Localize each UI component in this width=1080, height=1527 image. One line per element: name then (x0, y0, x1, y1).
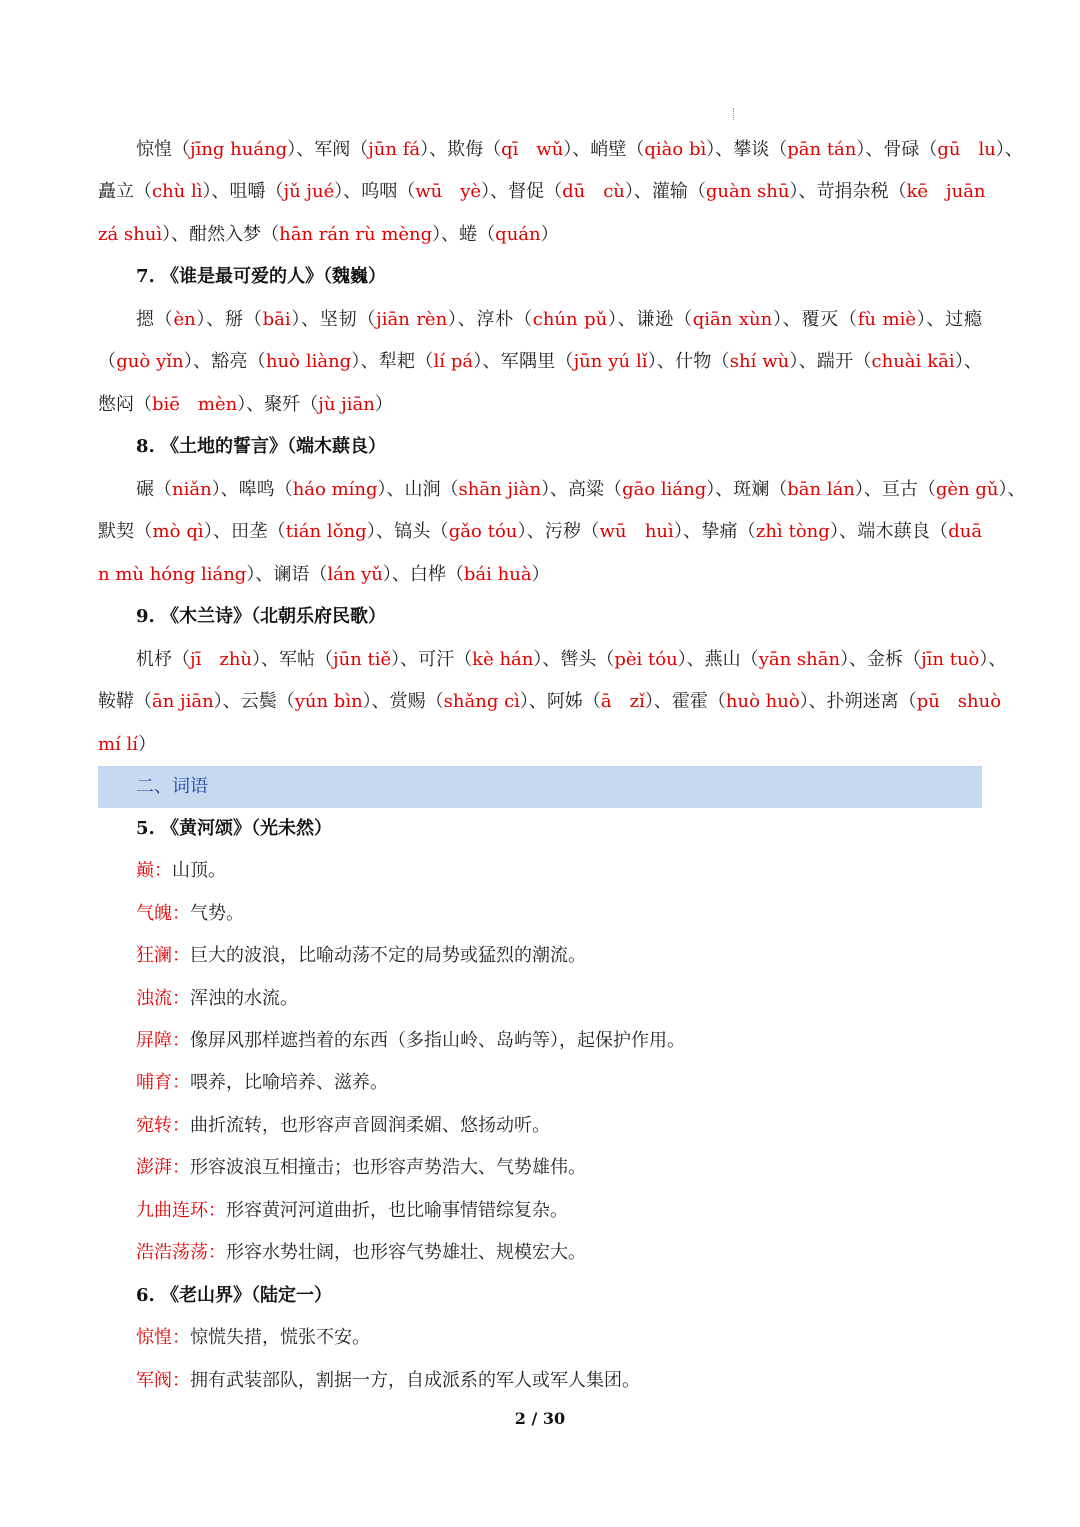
pinyin-reading: shí wù (729, 351, 790, 372)
word-text: ）、骨碌（ (856, 139, 938, 160)
pinyin-reading: mò qì (152, 521, 204, 542)
term: 巅： (136, 860, 172, 881)
pinyin-reading: biē mèn (152, 394, 238, 415)
word-text: ）、蜷（ (432, 224, 496, 245)
pinyin-reading: jūn yú lǐ (573, 351, 648, 372)
word-text: ）、高粱（ (541, 479, 623, 500)
word-text: ）、 (998, 479, 1026, 500)
lesson-heading: 5. 《黄河颂》（光未然） (136, 818, 333, 839)
word-text: ）、燕山（ (677, 649, 759, 670)
page-number: 2 / 30 (514, 1409, 566, 1428)
pinyin-line (98, 511, 982, 553)
definition: 曲折流转，也形容声音圆润柔媚、悠扬动听。 (190, 1115, 550, 1136)
word-text: （ (98, 351, 117, 372)
definition-item (136, 1020, 685, 1062)
word-text: ）、谰语（ (246, 564, 328, 585)
pinyin-reading: kē juān (906, 181, 986, 202)
word-text: ）、豁亮（ (183, 351, 266, 372)
pinyin-reading: ā zǐ (600, 691, 645, 712)
pinyin-reading: n mù hóng liáng (98, 564, 247, 585)
term: 澎湃： (136, 1157, 190, 1178)
pinyin-reading: shān jiàn (458, 479, 542, 500)
pinyin-line (98, 469, 1026, 511)
definition: 喂养，比喻培养、滋养。 (190, 1072, 388, 1093)
definition: 像屏风那样遮挡着的东西（多指山岭、岛屿等），起保护作用。 (190, 1030, 685, 1051)
word-text: 憋闷（ (98, 394, 152, 415)
definition-item (136, 850, 226, 892)
lesson-heading: 6. 《老山界》（陆定一） (136, 1285, 333, 1306)
definition: 山顶。 (172, 860, 226, 881)
definition: 形容水势壮阔，也形容气势雄壮、规模宏大。 (226, 1242, 586, 1263)
pinyin-line (98, 384, 982, 426)
word-text: 矗立（ (98, 181, 152, 202)
word-text: ）、嗥鸣（ (211, 479, 293, 500)
lesson-heading: 8. 《土地的誓言》（端木蕻良） (136, 436, 387, 457)
pinyin-reading: jǔ jué (283, 181, 335, 202)
definition: 惊慌失措，慌张不安。 (190, 1327, 370, 1348)
definition-item (136, 1360, 640, 1402)
term: 屏障： (136, 1030, 190, 1051)
word-text: ）、端木蕻良（ (829, 521, 949, 542)
word-text: ）、镐头（ (366, 521, 449, 542)
word-text: ）、扑朔迷离（ (799, 691, 917, 712)
pinyin-reading: jù jiān (318, 394, 375, 415)
word-text: ）、聚歼（ (237, 394, 319, 415)
pinyin-reading: gū lu (937, 139, 996, 160)
pinyin-reading: gǎo tóu (448, 521, 518, 542)
pinyin-reading: èn (173, 309, 196, 330)
word-text: ） (138, 734, 157, 755)
pinyin-reading: shǎng cì (443, 691, 520, 712)
pinyin-reading: chuài kāi (871, 351, 955, 372)
pinyin-reading: jī zhù (190, 649, 253, 670)
pinyin-reading: wū yè (415, 181, 482, 202)
definition-item (136, 893, 244, 935)
pinyin-line (98, 639, 1007, 681)
word-text: ）、 (995, 139, 1023, 160)
definition: 气势。 (190, 903, 244, 924)
word-text: ）、峭壁（ (563, 139, 645, 160)
pinyin-reading: fù miè (857, 309, 916, 330)
pinyin-reading: jiān rèn (376, 309, 448, 330)
term: 九曲连环： (136, 1200, 226, 1221)
definition-item (136, 1317, 370, 1359)
definition-item (136, 1147, 586, 1189)
pinyin-reading: guò yǐn (116, 351, 184, 372)
definition: 巨大的波浪，比喻动荡不定的局势或猛烈的潮流。 (190, 945, 586, 966)
definition-item (136, 935, 586, 977)
word-text: ）、踹开（ (789, 351, 872, 372)
pinyin-reading: zhì tòng (755, 521, 830, 542)
word-text: ）、挚痛（ (673, 521, 756, 542)
term: 浩浩荡荡： (136, 1242, 226, 1263)
pinyin-line (98, 724, 982, 766)
word-text: ）、金柝（ (840, 649, 922, 670)
word-text: ）、欺侮（ (420, 139, 502, 160)
pinyin-reading: lán yǔ (327, 564, 383, 585)
definition: 形容黄河河道曲折，也比喻事情错综复杂。 (226, 1200, 568, 1221)
pinyin-reading: wū huì (599, 521, 674, 542)
word-text: ）、霍霍（ (644, 691, 726, 712)
pinyin-reading: bāi (262, 309, 291, 330)
definition: 形容波浪互相撞击；也形容声势浩大、气势雄伟。 (190, 1157, 586, 1178)
term: 浊流： (136, 988, 190, 1009)
word-text: ）、什物（ (647, 351, 730, 372)
word-text: ）、督促（ (481, 181, 563, 202)
lesson-heading: 9. 《木兰诗》（北朝乐府民歌） (136, 606, 387, 627)
word-text: ）、赏赐（ (362, 691, 444, 712)
header-mark (733, 108, 735, 120)
word-text: ）、可汗（ (391, 649, 473, 670)
pinyin-reading: huò liàng (265, 351, 352, 372)
pinyin-reading: huò huò (725, 691, 800, 712)
pinyin-reading: duā (948, 521, 983, 542)
pinyin-reading: lí pá (433, 351, 474, 372)
pinyin-reading: niǎn (172, 479, 212, 500)
word-text: ）、谦逊（ (607, 309, 693, 330)
pinyin-reading: chù lì (152, 181, 203, 202)
pinyin-reading: jīng huáng (190, 139, 288, 160)
pinyin-reading: ān jiān (152, 691, 214, 712)
word-text: ）、咀嚼（ (202, 181, 284, 202)
word-text: ）、军隅里（ (473, 351, 574, 372)
pinyin-line (98, 681, 1002, 723)
word-text: ）、犁耙（ (351, 351, 434, 372)
word-text: 碾（ (136, 479, 172, 500)
word-text: ）、军阀（ (287, 139, 369, 160)
pinyin-reading: yún bìn (294, 691, 363, 712)
pinyin-reading: bān lán (787, 479, 855, 500)
pinyin-line (98, 171, 986, 213)
pinyin-reading: zá shuì (98, 224, 163, 245)
pinyin-reading: jūn tiě (333, 649, 392, 670)
word-text: 机杼（ (136, 649, 190, 670)
pinyin-reading: qiān xùn (692, 309, 773, 330)
pinyin-reading: mí lí (98, 734, 139, 755)
definition: 拥有武装部队，割据一方，自成派系的军人或军人集团。 (190, 1370, 640, 1391)
pinyin-reading: quán (495, 224, 541, 245)
pinyin-line (98, 129, 1023, 171)
word-text: ） (540, 224, 559, 245)
word-text: ）、斑斓（ (706, 479, 788, 500)
pinyin-reading: yān shān (758, 649, 841, 670)
word-text: ）、淳朴（ (447, 309, 533, 330)
word-text: ）、辔头（ (533, 649, 615, 670)
definition-item (136, 1232, 586, 1274)
word-text: 惊惶（ (136, 139, 190, 160)
word-text: ）、呜咽（ (334, 181, 416, 202)
pinyin-reading: gèn gǔ (935, 479, 999, 500)
word-text: ）、云鬓（ (213, 691, 295, 712)
pinyin-reading: guàn shū (705, 181, 790, 202)
word-text: ）、污秽（ (517, 521, 600, 542)
word-text: ）、 (979, 649, 1007, 670)
pinyin-reading: qiào bì (644, 139, 707, 160)
word-text: ） (531, 564, 550, 585)
pinyin-reading: qī wǔ (501, 139, 564, 160)
pinyin-reading: dū cù (562, 181, 625, 202)
section-title: 二、词语 (136, 776, 208, 797)
definition-item (136, 1105, 550, 1147)
pinyin-line (98, 341, 982, 383)
term: 气魄： (136, 903, 190, 924)
word-text: 摁（ (136, 309, 174, 330)
pinyin-reading: jīn tuò (921, 649, 980, 670)
word-text: ）、覆灭（ (772, 309, 858, 330)
pinyin-reading: pū shuò (916, 691, 1002, 712)
pinyin-reading: háo míng (292, 479, 378, 500)
word-text: ）、亘古（ (854, 479, 936, 500)
definition: 浑浊的水流。 (190, 988, 298, 1009)
term: 军阀： (136, 1370, 190, 1391)
definition-item (136, 1190, 568, 1232)
word-text: ）、坚韧（ (290, 309, 377, 330)
pinyin-reading: kè hán (472, 649, 534, 670)
word-text: ）、山涧（ (377, 479, 459, 500)
pinyin-reading: jūn fá (368, 139, 421, 160)
word-text: ）、田垄（ (203, 521, 286, 542)
pinyin-reading: pān tán (787, 139, 857, 160)
word-text: ）、灌输（ (624, 181, 706, 202)
pinyin-reading: bái huà (463, 564, 532, 585)
word-text: ）、 (954, 351, 983, 372)
word-text: 默契（ (98, 521, 153, 542)
word-text: ）、酣然入梦（ (162, 224, 280, 245)
term: 哺育： (136, 1072, 190, 1093)
pinyin-line (98, 299, 982, 341)
word-text: ）、掰（ (195, 309, 263, 330)
pinyin-reading: pèi tóu (614, 649, 678, 670)
word-text: ） (374, 394, 393, 415)
term: 狂澜： (136, 945, 190, 966)
word-text: ）、白桦（ (382, 564, 464, 585)
word-text: 鞍鞯（ (98, 691, 152, 712)
word-text: ）、攀谈（ (706, 139, 788, 160)
pinyin-reading: tián lǒng (285, 521, 367, 542)
term: 宛转： (136, 1115, 190, 1136)
lesson-heading: 7. 《谁是最可爱的人》（魏巍） (136, 266, 387, 287)
section-header (98, 766, 982, 808)
word-text: ）、军帖（ (252, 649, 334, 670)
pinyin-reading: hān rán rù mèng (279, 224, 433, 245)
word-text: ）、阿姊（ (519, 691, 601, 712)
word-text: ）、过瘾 (915, 309, 983, 330)
word-text: ）、苛捐杂税（ (789, 181, 907, 202)
definition-item (136, 978, 298, 1020)
term: 惊惶： (136, 1327, 190, 1348)
definition-item (136, 1062, 388, 1104)
pinyin-line (98, 554, 982, 596)
pinyin-line (98, 214, 982, 256)
pinyin-reading: chún pǔ (532, 309, 608, 330)
pinyin-reading: gāo liáng (622, 479, 707, 500)
